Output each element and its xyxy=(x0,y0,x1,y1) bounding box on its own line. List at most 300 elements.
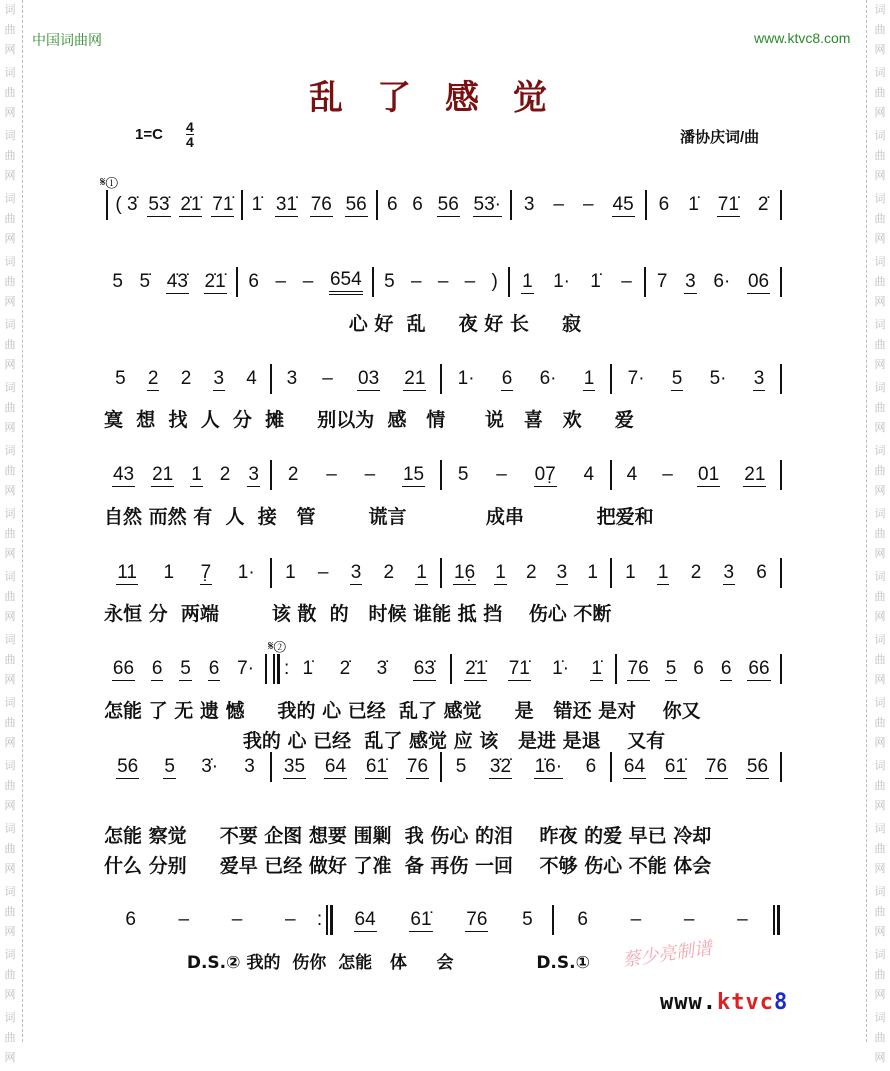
note: 6 xyxy=(756,562,767,583)
watermark-char: 词 xyxy=(874,445,886,457)
note: 2̇1̇ xyxy=(204,270,226,292)
watermark-char: 曲 xyxy=(4,969,16,981)
watermark-char: 曲 xyxy=(4,528,16,540)
lyric-line: 怎能 察觉 不要 企图 想要 围剿 我 伤心 的泪 昨夜 的爱 早已 冷却 xyxy=(104,825,712,847)
barline xyxy=(510,190,512,220)
watermark-char: 网 xyxy=(4,611,16,623)
note: 1̇ xyxy=(591,657,602,679)
watermark-char: 词 xyxy=(4,886,16,898)
note: 5 xyxy=(671,367,683,389)
note: 5 xyxy=(115,368,126,389)
note: 4 xyxy=(583,464,595,485)
lyric-line: 自然 而然 有 人 接 管 谎言 成串 把爱和 xyxy=(104,506,654,528)
watermark-char: 词 xyxy=(4,760,16,772)
note: – xyxy=(464,271,476,292)
note: 61̇ xyxy=(410,908,432,930)
watermark-char: 词 xyxy=(4,445,16,457)
watermark-char: 网 xyxy=(4,296,16,308)
watermark-char: 词 xyxy=(4,256,16,268)
note: 654 xyxy=(329,269,363,295)
watermark-char: 网 xyxy=(4,233,16,245)
note: 5 xyxy=(180,657,191,679)
note: ( 3̇ xyxy=(115,194,138,215)
note: 01 xyxy=(698,463,720,485)
note: – xyxy=(553,194,564,215)
measure xyxy=(512,271,642,294)
note: – xyxy=(437,271,449,292)
notation-row xyxy=(104,460,784,490)
watermark-char: 网 xyxy=(874,107,886,119)
note: 1· xyxy=(457,368,475,389)
watermark-char: 网 xyxy=(4,359,16,371)
watermark-char: 词 xyxy=(874,760,886,772)
barline xyxy=(780,752,782,782)
measure xyxy=(104,562,268,585)
note: 1 xyxy=(625,562,636,583)
note: 5 xyxy=(457,464,469,485)
note: 76 xyxy=(466,908,488,930)
watermark-char: 曲 xyxy=(4,654,16,666)
watermark-char: 网 xyxy=(4,107,16,119)
measure xyxy=(274,562,438,585)
note: 6 xyxy=(151,657,163,679)
note: 1̇ xyxy=(590,271,601,292)
note: 3 xyxy=(213,367,225,389)
watermark-char: 词 xyxy=(874,571,886,583)
note: 35 xyxy=(283,755,306,777)
measure xyxy=(110,194,239,217)
watermark-char: 词 xyxy=(874,130,886,142)
note: 5 xyxy=(384,271,395,292)
barline xyxy=(440,364,442,394)
measure xyxy=(104,464,268,487)
note: 31̇ xyxy=(275,193,298,215)
note: 06 xyxy=(747,270,770,292)
barline xyxy=(645,190,647,220)
barline xyxy=(241,190,243,220)
barline xyxy=(376,190,378,220)
note: 6· xyxy=(539,368,557,389)
watermark-char: 曲 xyxy=(874,213,886,225)
note: 2 xyxy=(147,367,159,389)
watermark-char: 词 xyxy=(874,382,886,394)
note: 2̇ xyxy=(339,658,351,679)
watermark-char: 曲 xyxy=(4,24,16,36)
watermark-char: 网 xyxy=(4,170,16,182)
measure xyxy=(444,464,608,487)
measure xyxy=(380,194,509,217)
note: 11 xyxy=(117,561,137,583)
barline xyxy=(780,190,782,220)
measure xyxy=(614,368,778,391)
barline xyxy=(508,267,510,297)
site-url: www.ktvc8.com xyxy=(754,30,851,46)
note: 1̇· xyxy=(552,658,570,679)
watermark-char: 词 xyxy=(4,4,16,16)
measure xyxy=(556,909,769,931)
note: 6 xyxy=(720,657,732,679)
watermark-char: 曲 xyxy=(874,591,886,603)
note: 7· xyxy=(627,368,645,389)
watermark-char: 词 xyxy=(4,319,16,331)
watermark-char: 曲 xyxy=(874,906,886,918)
watermark-char: 曲 xyxy=(4,465,16,477)
watermark-char: 曲 xyxy=(4,906,16,918)
note: – xyxy=(582,194,594,215)
note: – xyxy=(178,909,190,930)
watermark-char: 词 xyxy=(874,4,886,16)
note: – xyxy=(317,562,329,583)
watermark-char: 网 xyxy=(874,611,886,623)
barline xyxy=(450,654,452,684)
watermark-char: 网 xyxy=(4,485,16,497)
barline xyxy=(780,654,782,684)
watermark-char: 词 xyxy=(874,508,886,520)
watermark-char: 词 xyxy=(874,319,886,331)
note: 56 xyxy=(345,193,367,215)
measure xyxy=(444,368,608,391)
note: – xyxy=(621,271,632,292)
watermark-char: 曲 xyxy=(4,591,16,603)
note: 03 xyxy=(358,367,380,389)
barline xyxy=(552,905,554,935)
notation-row xyxy=(104,654,784,684)
note: 7̣ xyxy=(200,561,212,583)
note: 2 xyxy=(525,562,537,583)
watermark-char: 曲 xyxy=(874,843,886,855)
site-name: 中国词曲网 xyxy=(32,32,102,48)
note: 5 xyxy=(522,909,533,930)
watermark-char: 曲 xyxy=(874,1032,886,1044)
measure xyxy=(376,271,506,293)
lyric-line: 什么 分别 爱早 已经 做好 了准 备 再伤 一回 不够 伤心 不能 体会 xyxy=(104,855,712,877)
watermark-char: 曲 xyxy=(4,402,16,414)
measure xyxy=(274,368,438,391)
measure xyxy=(274,464,438,487)
note: 64 xyxy=(354,908,376,930)
note: 7· xyxy=(237,658,254,679)
side-watermark-left xyxy=(2,0,18,1071)
note: 56 xyxy=(437,193,459,215)
note: 3 xyxy=(753,367,765,389)
key-signature: 1=C xyxy=(135,126,163,143)
note: 16̣ xyxy=(454,561,476,583)
note: 4 xyxy=(246,368,257,389)
watermark-char: 词 xyxy=(4,67,16,79)
watermark-char: 网 xyxy=(4,674,16,686)
watermark-char: 网 xyxy=(874,422,886,434)
note: – xyxy=(231,909,243,930)
watermark-char: 网 xyxy=(874,44,886,56)
note: 1 xyxy=(583,367,595,389)
notation-row xyxy=(104,364,784,394)
measure xyxy=(245,194,374,217)
measure xyxy=(104,756,268,779)
watermark-char: 网 xyxy=(874,233,886,245)
watermark-char: 曲 xyxy=(874,969,886,981)
watermark-char: 网 xyxy=(4,548,16,560)
song-title: 乱了感觉 xyxy=(309,78,581,118)
note: 15 xyxy=(402,463,425,485)
measure xyxy=(337,909,550,932)
watermark-char: 曲 xyxy=(4,339,16,351)
note: 71̇ xyxy=(717,193,739,215)
watermark-char: 网 xyxy=(4,800,16,812)
watermark-char: 网 xyxy=(4,1052,16,1064)
watermark-char: 词 xyxy=(4,382,16,394)
watermark-char: 网 xyxy=(874,926,886,938)
barline xyxy=(273,654,280,684)
barline xyxy=(615,654,617,684)
note: – xyxy=(322,368,333,389)
note: 2 xyxy=(287,464,299,485)
note: 56 xyxy=(746,755,769,777)
watermark-char: 曲 xyxy=(874,654,886,666)
note: 6 xyxy=(208,657,220,679)
note: 2 xyxy=(180,368,192,389)
watermark-char: 词 xyxy=(874,193,886,205)
barline xyxy=(780,558,782,588)
measure xyxy=(444,756,608,779)
note: 76 xyxy=(310,193,332,215)
watermark-char: 词 xyxy=(874,886,886,898)
notation-row xyxy=(104,190,784,220)
note: 2 xyxy=(690,562,702,583)
watermark-char: 曲 xyxy=(4,276,16,288)
right-dashed-border xyxy=(866,0,867,1042)
barline xyxy=(610,558,612,588)
note: 1 xyxy=(191,463,202,485)
measure xyxy=(104,909,317,931)
segno-1-icon: 𝄋① xyxy=(100,174,118,189)
note: 2 xyxy=(219,464,231,485)
note: 6 xyxy=(577,909,588,930)
watermark-char: 网 xyxy=(4,422,16,434)
watermark-char: 曲 xyxy=(4,780,16,792)
note: 7 xyxy=(656,271,668,292)
measure xyxy=(454,658,613,681)
watermark-char: 词 xyxy=(874,1012,886,1024)
note: 53̇ xyxy=(148,193,170,215)
watermark-char: 词 xyxy=(4,1012,16,1024)
barline xyxy=(270,364,272,394)
note: 1̇6· xyxy=(534,755,563,777)
note: 5 xyxy=(665,657,677,679)
note: 1 xyxy=(587,562,598,583)
segno-2-icon: 𝄋② xyxy=(268,638,286,653)
barline xyxy=(270,752,272,782)
watermark-char: 网 xyxy=(874,359,886,371)
watermark-char: 网 xyxy=(4,44,16,56)
note: 21 xyxy=(744,463,766,485)
repeat-dots: : xyxy=(316,909,323,930)
note: 76 xyxy=(406,755,429,777)
note: 2̇ xyxy=(757,194,769,215)
note: 3 xyxy=(350,561,362,583)
note: 76 xyxy=(705,755,728,777)
note: 1̇ xyxy=(251,194,263,215)
watermark-char: 曲 xyxy=(4,150,16,162)
watermark-char: 曲 xyxy=(874,465,886,477)
watermark-char: 网 xyxy=(4,926,16,938)
watermark-char: 曲 xyxy=(4,1032,16,1044)
note: 3 xyxy=(556,561,568,583)
barline xyxy=(440,558,442,588)
repeat-dots: : xyxy=(283,658,290,679)
measure xyxy=(240,269,370,295)
watermark-char: 词 xyxy=(4,634,16,646)
note: 4̇3̇ xyxy=(166,270,188,292)
measure xyxy=(289,658,448,681)
note: 64 xyxy=(623,755,646,777)
note: 6 xyxy=(658,194,670,215)
note: 64 xyxy=(324,755,347,777)
note: 2 xyxy=(383,562,395,583)
note: 1̇ xyxy=(302,658,314,679)
measure xyxy=(104,271,234,294)
watermark-char: 词 xyxy=(4,823,16,835)
meter-bottom: 4 xyxy=(186,134,194,150)
watermark-char: 网 xyxy=(4,863,16,875)
logo-part: www. xyxy=(660,990,717,1015)
measure xyxy=(274,756,438,779)
watermark-char: 词 xyxy=(874,67,886,79)
note: 1̇ xyxy=(688,194,699,215)
note: 71̇ xyxy=(212,193,234,215)
watermark-char: 曲 xyxy=(4,717,16,729)
barline xyxy=(780,460,782,490)
barline xyxy=(270,460,272,490)
watermark-char: 网 xyxy=(874,548,886,560)
note: 53̇· xyxy=(473,193,501,215)
watermark-char: 词 xyxy=(874,697,886,709)
measure xyxy=(514,194,643,217)
measure xyxy=(619,658,778,681)
author-credit: 潘协庆词/曲 xyxy=(680,129,760,146)
note: 2̇1̇ xyxy=(180,193,202,215)
watermark-char: 网 xyxy=(874,674,886,686)
watermark-char: 网 xyxy=(874,737,886,749)
barline xyxy=(265,654,267,684)
note: 5 xyxy=(164,755,175,777)
left-dashed-border xyxy=(22,0,23,1042)
note: 5· xyxy=(709,368,727,389)
watermark-char: 曲 xyxy=(874,276,886,288)
note: 45 xyxy=(612,193,634,215)
note: 1· xyxy=(237,562,255,583)
watermark-char: 词 xyxy=(4,571,16,583)
note: 5 xyxy=(112,271,123,292)
note: 61̇ xyxy=(664,755,687,777)
barline xyxy=(236,267,238,297)
notation-row xyxy=(104,905,784,935)
measure xyxy=(649,194,778,217)
measure xyxy=(104,658,263,681)
note: 4 xyxy=(626,464,638,485)
watermark-char: 网 xyxy=(874,800,886,812)
note: 3 xyxy=(244,756,255,777)
note: 63̇ xyxy=(413,657,435,679)
watermark-char: 曲 xyxy=(874,339,886,351)
barline xyxy=(372,267,374,297)
time-signature xyxy=(186,120,194,149)
note: 21 xyxy=(152,463,174,485)
note: 6 xyxy=(501,367,513,389)
note: 21 xyxy=(404,367,426,389)
watermark-char: 词 xyxy=(4,508,16,520)
note: 43 xyxy=(112,463,135,485)
measure xyxy=(648,271,778,294)
note: 61̇ xyxy=(365,755,388,777)
note: 1 xyxy=(522,270,533,292)
barline xyxy=(106,190,108,220)
note: – xyxy=(284,909,296,930)
barline xyxy=(780,267,782,297)
note: 3̇· xyxy=(201,756,219,777)
note: 1· xyxy=(553,271,570,292)
watermark-char: 网 xyxy=(874,170,886,182)
notation-row xyxy=(104,752,784,782)
note: 07̣ xyxy=(534,463,556,485)
watermark-char: 网 xyxy=(4,737,16,749)
logo-part: ktvc xyxy=(716,990,774,1015)
lyric-line: 永恒 分 两端 该 散 的 时候 谁能 抵 挡 伤心 不断 xyxy=(104,603,612,625)
note: 71̇ xyxy=(508,657,530,679)
note: 6 xyxy=(412,194,423,215)
note: – xyxy=(737,909,748,930)
note: 6 xyxy=(125,909,136,930)
note: – xyxy=(662,464,673,485)
watermark-char: 曲 xyxy=(874,24,886,36)
watermark-char: 曲 xyxy=(4,213,16,225)
watermark-char: 网 xyxy=(874,296,886,308)
watermark-char: 词 xyxy=(874,949,886,961)
note: – xyxy=(275,271,287,292)
note: 3̇2̇ xyxy=(489,755,512,777)
measure xyxy=(104,368,268,391)
watermark-char: 曲 xyxy=(4,843,16,855)
note: 1 xyxy=(495,561,506,583)
note: 5̇ xyxy=(139,271,151,292)
lyric-line: 寞 想 找 人 分 摊 别以为 感 情 说 喜 欢 爱 xyxy=(104,409,634,431)
measure xyxy=(614,756,778,779)
measure xyxy=(444,562,608,585)
watermark-char: 曲 xyxy=(874,87,886,99)
note: – xyxy=(302,271,314,292)
measure xyxy=(614,464,778,487)
barline xyxy=(326,905,333,935)
lyric-line: D.S.② 我的 伤你 怎能 体 会 D.S.① xyxy=(104,953,590,973)
watermark-char: 网 xyxy=(874,485,886,497)
note: – xyxy=(326,464,337,485)
barline xyxy=(644,267,646,297)
note: 6 xyxy=(248,271,259,292)
watermark-char: 网 xyxy=(4,989,16,1001)
note: 6· xyxy=(713,271,731,292)
note: 6 xyxy=(386,194,398,215)
barline xyxy=(440,460,442,490)
watermark-char: 曲 xyxy=(874,780,886,792)
note: 5 xyxy=(455,756,467,777)
watermark-char: 词 xyxy=(874,634,886,646)
note: – xyxy=(496,464,507,485)
note: 76 xyxy=(627,657,649,679)
watermark-char: 网 xyxy=(874,1052,886,1064)
note: 6 xyxy=(585,756,597,777)
arranger-signature: 蔡少亮制谱 xyxy=(621,937,714,971)
note: 3 xyxy=(723,561,735,583)
watermark-char: 词 xyxy=(4,130,16,142)
